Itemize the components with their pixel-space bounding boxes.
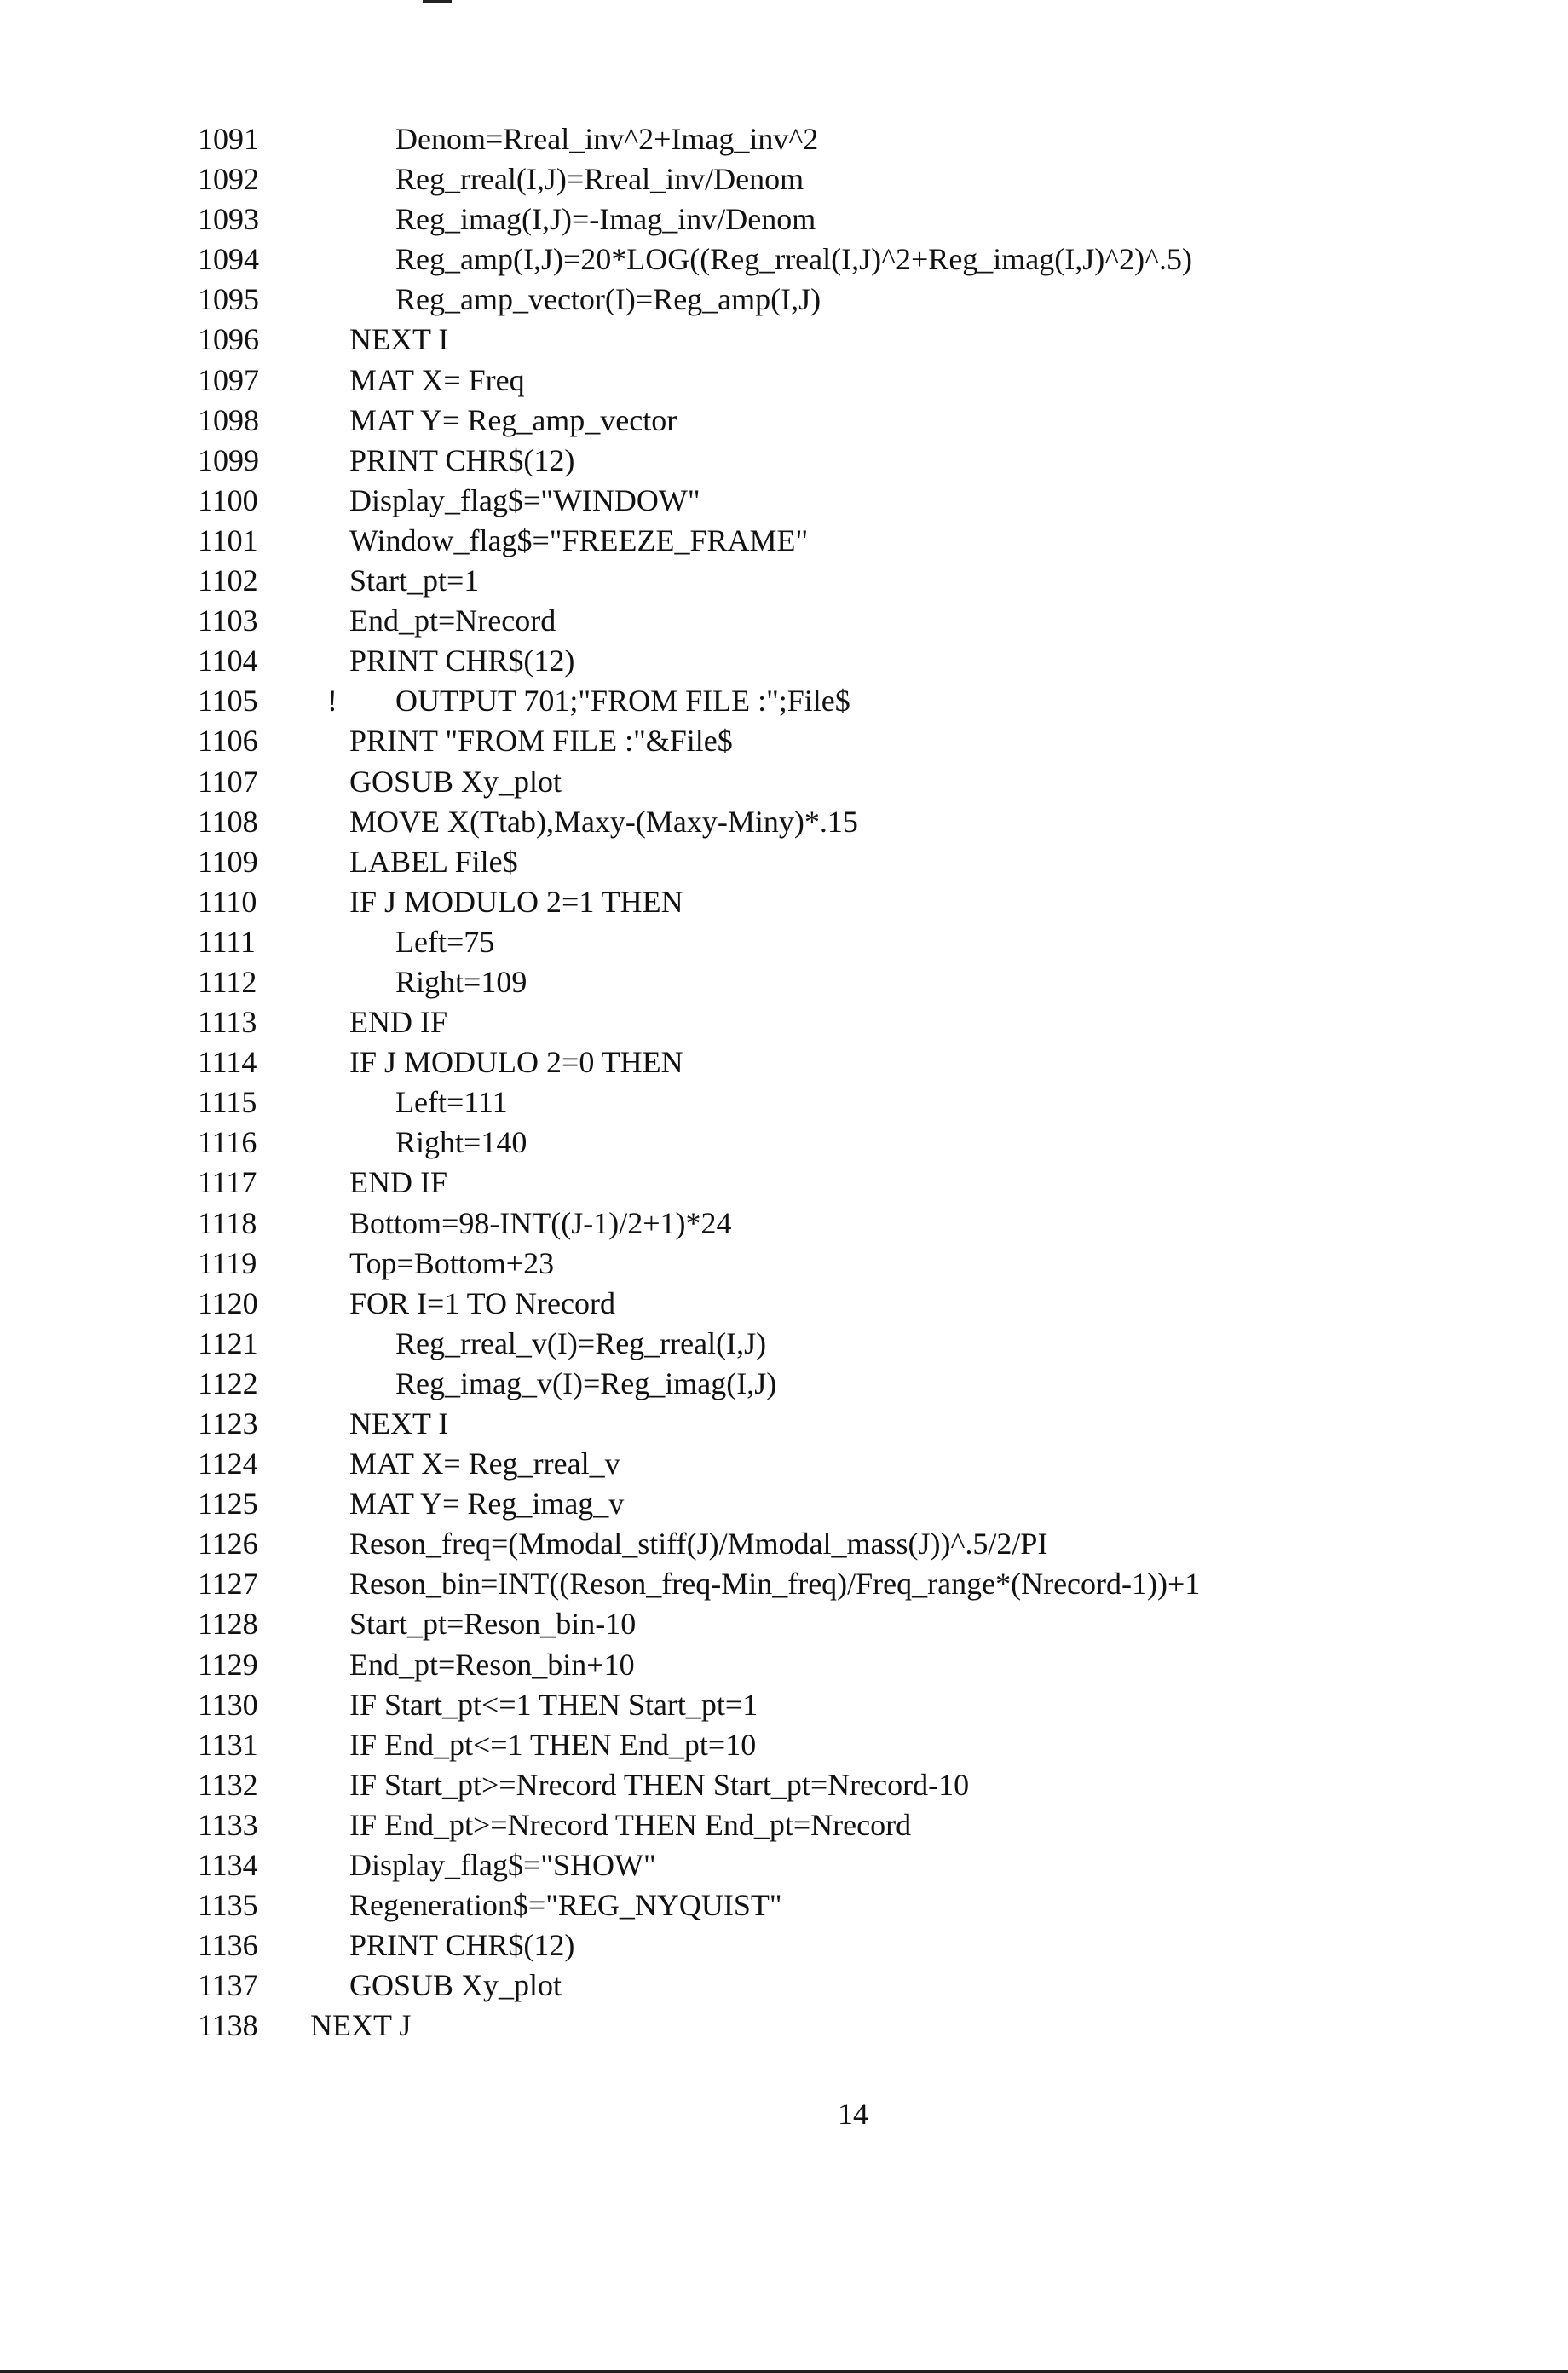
line-code: Regeneration$="REG_NYQUIST"	[349, 1888, 782, 1923]
code-line	[0, 1404, 1568, 1444]
code-line	[0, 1364, 1568, 1404]
line-number: 1120	[198, 1285, 258, 1320]
line-number: 1122	[198, 1365, 258, 1400]
line-number: 1117	[198, 1165, 257, 1200]
code-line	[0, 1725, 1568, 1765]
line-number: 1094	[198, 242, 259, 277]
code-listing	[0, 119, 1568, 2047]
code-line	[0, 1765, 1568, 1805]
line-number: 1118	[198, 1205, 257, 1240]
code-line	[0, 280, 1568, 320]
line-code: Bottom=98-INT((J-1)/2+1)*24	[349, 1205, 732, 1240]
code-line	[0, 1966, 1568, 2006]
code-line	[0, 561, 1568, 601]
code-line	[0, 641, 1568, 681]
code-line	[0, 159, 1568, 199]
line-number: 1124	[198, 1446, 258, 1481]
code-line	[0, 521, 1568, 561]
code-line	[0, 1002, 1568, 1042]
line-code: LABEL File$	[349, 844, 518, 879]
line-code: Reson_bin=INT((Reson_freq-Min_freq)/Freq_range*(Nrecord-1))+1	[349, 1567, 1201, 1602]
code-line	[0, 681, 1568, 721]
line-code: GOSUB Xy_plot	[349, 1968, 562, 2003]
line-code: Reg_amp_vector(I)=Reg_amp(I,J)	[395, 282, 821, 317]
code-line	[0, 1244, 1568, 1284]
line-code: End_pt=Nrecord	[349, 603, 556, 638]
line-number: 1098	[198, 402, 259, 437]
line-code: End_pt=Reson_bin+10	[349, 1647, 635, 1682]
line-number: 1133	[198, 1807, 258, 1842]
line-number: 1096	[198, 322, 259, 357]
line-code: NEXT J	[310, 2008, 412, 2043]
line-number: 1135	[198, 1888, 258, 1923]
line-number: 1102	[198, 563, 258, 598]
code-line	[0, 1163, 1568, 1203]
comment-marker: !	[327, 684, 337, 719]
code-line	[0, 601, 1568, 641]
line-code: Start_pt=1	[349, 563, 480, 598]
line-number: 1127	[198, 1567, 258, 1602]
line-number: 1100	[198, 482, 258, 517]
line-number: 1129	[198, 1647, 258, 1682]
line-code: MAT Y= Reg_imag_v	[349, 1487, 625, 1521]
line-number: 1134	[198, 1848, 258, 1883]
code-line	[0, 199, 1568, 240]
code-line	[0, 361, 1568, 401]
code-line	[0, 842, 1568, 882]
line-number: 1107	[198, 764, 258, 799]
line-code: MAT X= Freq	[349, 362, 525, 397]
code-line	[0, 762, 1568, 802]
line-code: FOR I=1 TO Nrecord	[349, 1285, 615, 1320]
line-number: 1131	[198, 1727, 258, 1762]
line-code: Reg_rreal_v(I)=Reg_rreal(I,J)	[395, 1325, 767, 1360]
line-number: 1095	[198, 282, 259, 317]
code-line	[0, 882, 1568, 922]
code-line	[0, 1885, 1568, 1926]
line-number: 1111	[198, 924, 256, 959]
line-number: 1130	[198, 1687, 258, 1722]
line-code: PRINT CHR$(12)	[349, 644, 575, 678]
code-line	[0, 1845, 1568, 1885]
code-line	[0, 721, 1568, 761]
line-code: Reg_imag_v(I)=Reg_imag(I,J)	[395, 1365, 777, 1400]
line-number: 1115	[198, 1085, 257, 1120]
line-code: Reg_imag(I,J)=-Imag_inv/Denom	[395, 202, 816, 237]
code-line	[0, 1645, 1568, 1685]
code-line	[0, 1444, 1568, 1484]
line-number: 1106	[198, 724, 258, 759]
line-number: 1092	[198, 162, 259, 197]
line-code: PRINT "FROM FILE :"&File$	[349, 724, 733, 759]
line-number: 1105	[198, 684, 258, 719]
line-code: NEXT I	[349, 1406, 449, 1441]
line-code: OUTPUT 701;"FROM FILE :";File$	[395, 684, 850, 719]
line-code: PRINT CHR$(12)	[349, 1928, 575, 1963]
line-number: 1091	[198, 122, 259, 156]
line-code: IF End_pt>=Nrecord THEN End_pt=Nrecord	[349, 1807, 912, 1842]
line-number: 1109	[198, 844, 258, 879]
line-number: 1116	[198, 1125, 257, 1160]
line-number: 1099	[198, 442, 259, 477]
code-line	[0, 119, 1568, 159]
line-number: 1137	[198, 1968, 258, 2003]
line-number: 1128	[198, 1607, 258, 1642]
line-code: Right=109	[395, 964, 527, 999]
code-line	[0, 1204, 1568, 1244]
line-code: Window_flag$="FREEZE_FRAME"	[349, 523, 809, 557]
line-code: Reg_amp(I,J)=20*LOG((Reg_rreal(I,J)^2+Reg_imag(I,J)^2)^.5)	[395, 242, 1193, 277]
line-number: 1125	[198, 1487, 258, 1521]
line-code: MAT Y= Reg_amp_vector	[349, 402, 677, 437]
line-code: Display_flag$="SHOW"	[349, 1848, 656, 1883]
line-number: 1121	[198, 1325, 258, 1360]
top-edge-mark	[423, 0, 452, 3]
line-code: Left=75	[395, 924, 495, 959]
line-number: 1132	[198, 1767, 258, 1802]
line-code: END IF	[349, 1165, 447, 1200]
line-code: Reson_freq=(Mmodal_stiff(J)/Mmodal_mass(J))^.5/2/PI	[349, 1527, 1048, 1562]
line-code: MAT X= Reg_rreal_v	[349, 1446, 620, 1481]
line-code: IF Start_pt<=1 THEN Start_pt=1	[349, 1687, 758, 1722]
code-line	[0, 481, 1568, 521]
code-line	[0, 1324, 1568, 1364]
line-code: MOVE X(Ttab),Maxy-(Maxy-Miny)*.15	[349, 804, 858, 839]
line-number: 1108	[198, 804, 258, 839]
line-code: IF End_pt<=1 THEN End_pt=10	[349, 1727, 757, 1762]
code-line	[0, 1564, 1568, 1604]
line-code: Start_pt=Reson_bin-10	[349, 1607, 637, 1642]
line-number: 1119	[198, 1245, 257, 1280]
code-line	[0, 2006, 1568, 2046]
code-line	[0, 922, 1568, 962]
code-line	[0, 962, 1568, 1002]
line-number: 1114	[198, 1045, 257, 1080]
line-code: Top=Bottom+23	[349, 1245, 555, 1280]
code-line	[0, 1604, 1568, 1644]
line-code: END IF	[349, 1005, 447, 1040]
line-code: IF J MODULO 2=0 THEN	[349, 1045, 683, 1080]
line-code: Reg_rreal(I,J)=Rreal_inv/Denom	[395, 162, 804, 197]
line-number: 1103	[198, 603, 258, 638]
line-number: 1113	[198, 1005, 257, 1040]
line-number: 1110	[198, 884, 257, 919]
line-number: 1136	[198, 1928, 258, 1963]
line-code: PRINT CHR$(12)	[349, 442, 575, 477]
code-line	[0, 1083, 1568, 1123]
line-code: Display_flag$="WINDOW"	[349, 482, 700, 517]
line-number: 1101	[198, 523, 258, 557]
code-line	[0, 441, 1568, 481]
code-line	[0, 1284, 1568, 1324]
code-line	[0, 320, 1568, 360]
line-code: IF J MODULO 2=1 THEN	[349, 884, 683, 919]
line-code: Right=140	[395, 1125, 527, 1160]
code-line	[0, 1484, 1568, 1524]
line-number: 1123	[198, 1406, 258, 1441]
line-number: 1104	[198, 644, 258, 678]
line-number: 1112	[198, 964, 257, 999]
line-code: IF Start_pt>=Nrecord THEN Start_pt=Nrecord-10	[349, 1767, 970, 1802]
line-number: 1126	[198, 1527, 258, 1562]
code-line	[0, 1524, 1568, 1564]
code-line	[0, 1926, 1568, 1966]
code-line	[0, 1685, 1568, 1725]
line-code: Left=111	[395, 1085, 508, 1120]
code-line	[0, 240, 1568, 280]
code-line	[0, 1805, 1568, 1845]
line-code: GOSUB Xy_plot	[349, 764, 562, 799]
code-line	[0, 401, 1568, 441]
page-number: 14	[838, 2097, 868, 2131]
line-number: 1138	[198, 2008, 258, 2043]
line-number: 1097	[198, 362, 259, 397]
line-number: 1093	[198, 202, 259, 237]
bottom-edge-rule	[0, 2370, 1568, 2373]
code-line	[0, 1042, 1568, 1083]
code-line	[0, 1123, 1568, 1163]
code-line	[0, 802, 1568, 842]
line-code: NEXT I	[349, 322, 449, 357]
line-code: Denom=Rreal_inv^2+Imag_inv^2	[395, 122, 819, 156]
